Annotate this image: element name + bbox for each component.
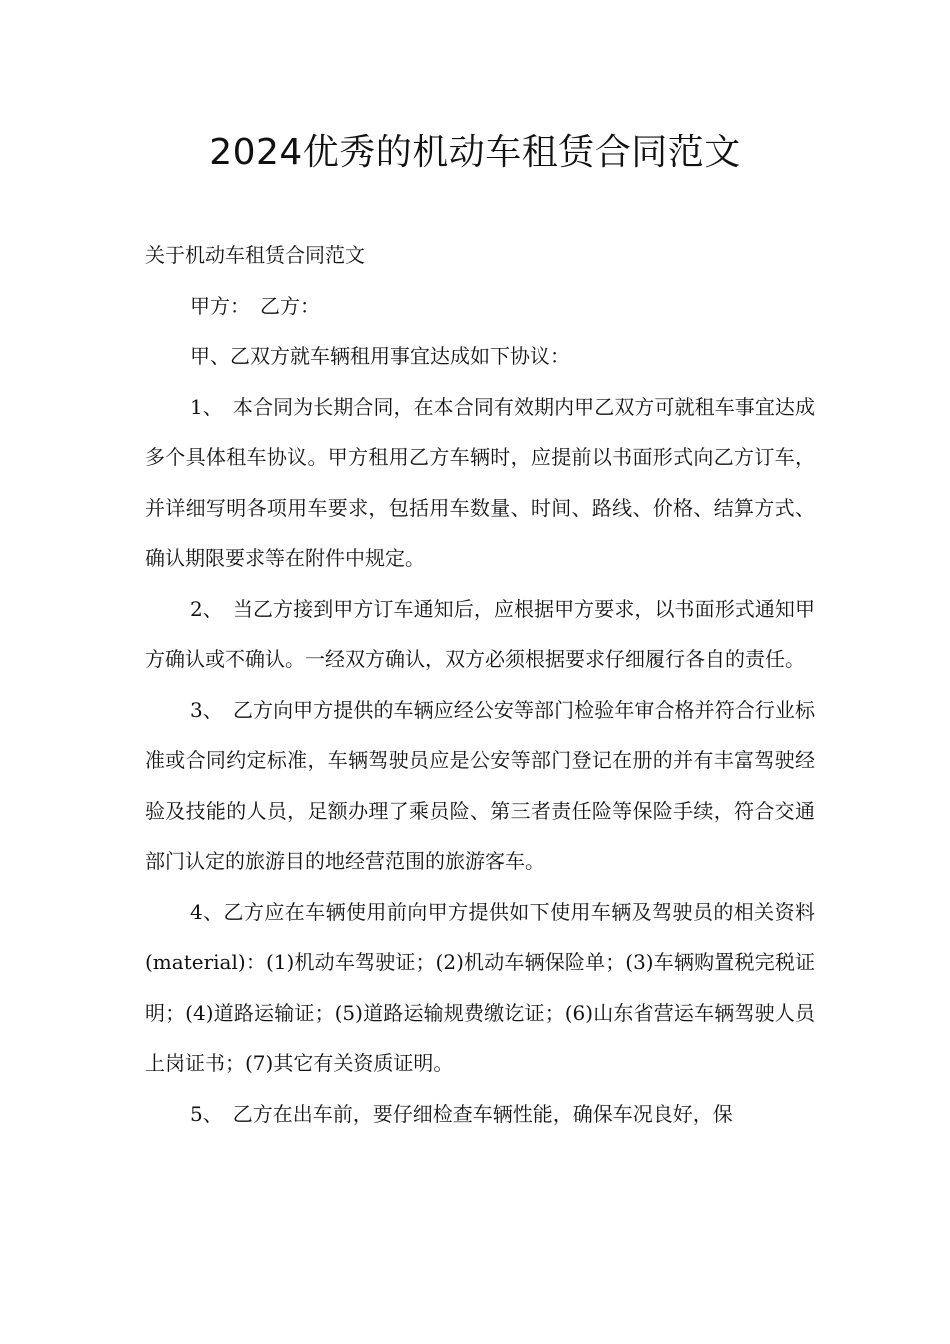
clause-2: 2、 当乙方接到甲方订车通知后，应根据甲方要求，以书面形式通知甲方确认或不确认。一经双方确认，双方必须根据要求仔细履行各自的责任。 (145, 596, 815, 671)
document-title: 2024优秀的机动车租赁合同范文 (209, 132, 741, 173)
document-body (145, 230, 815, 1139)
clause-5: 5、 乙方在出车前，要仔细检查车辆性能，确保车况良好，保 (190, 1101, 733, 1126)
clause-4: 4、乙方应在车辆使用前向甲方提供如下使用车辆及驾驶员的相关资料(material)：(1)机动车驾驶证；(2)机动车辆保险单；(3)车辆购置税完税证明；(4)道路运输证；(5)道路运输规费缴讫证；(6)山东省营运车辆驾驶人员上岗证书；(7)其它有关资质证明。 (145, 899, 815, 1075)
document-subtitle: 关于机动车租赁合同范文 (145, 243, 365, 267)
parties-line: 甲方： 乙方： (190, 293, 320, 318)
clause-3: 3、 乙方向甲方提供的车辆应经公安等部门检验年审合格并符合行业标准或合同约定标准，车辆驾驶员应是公安等部门登记在册的并有丰富驾驶经验及技能的人员，足额办理了乘员险、第三者责任险等保险手续，符合交通部门认定的旅游目的地经营范围的旅游客车。 (145, 697, 815, 873)
intro-paragraph: 甲、乙双方就车辆租用事宜达成如下协议： (190, 344, 570, 368)
clause-1: 1、 本合同为长期合同，在本合同有效期内甲乙双方可就租车事宜达成多个具体租车协议。甲方租用乙方车辆时，应提前以书面形式向乙方订车，并详细写明各项用车要求，包括用车数量、时间、路线、价格、结算方式、确认期限要求等在附件中规定。 (145, 394, 815, 570)
